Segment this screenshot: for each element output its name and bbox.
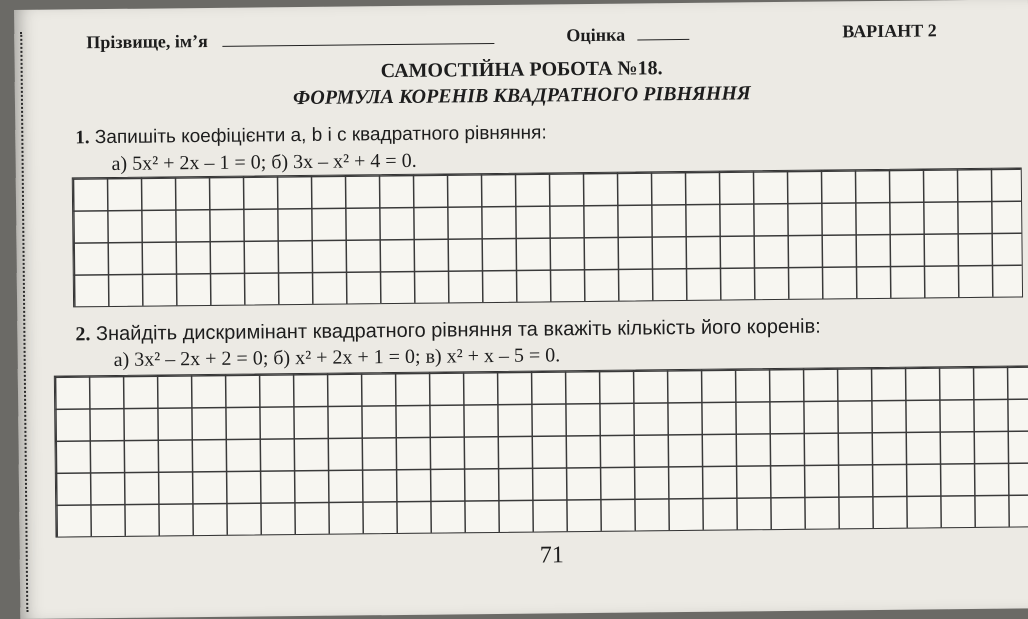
worksheet-title: САМОСТІЙНА РОБОТА №18. <box>380 57 663 83</box>
task1-heading <box>75 122 547 149</box>
task2-number: 2. <box>75 323 91 346</box>
grade-blank-line[interactable] <box>638 23 690 41</box>
grade-field <box>566 23 690 46</box>
task2-equations: а) 3x² – 2x + 2 = 0; б) x² + 2x + 1 = 0; в) x² + x – 5 = 0. <box>113 344 561 371</box>
task2-answer-grid[interactable] <box>54 365 1028 537</box>
perforation-edge <box>20 32 28 612</box>
task1-number: 1. <box>75 127 90 149</box>
task1-text: Запишіть коефіцієнти a, b і c квадратного рівняння: <box>94 122 547 149</box>
worksheet-subtitle: ФОРМУЛА КОРЕНІВ КВАДРАТНОГО РІВНЯННЯ <box>292 82 751 110</box>
worksheet-page <box>14 0 1028 619</box>
task1-equations: а) 5x² + 2x – 1 = 0; б) 3x – x² + 4 = 0. <box>111 149 417 175</box>
name-field <box>86 27 494 53</box>
grade-label: Оцінка <box>566 24 626 46</box>
task2-heading <box>75 316 821 347</box>
variant-label: ВАРІАНТ 2 <box>842 20 937 42</box>
name-label: Прізвище, ім’я <box>86 30 208 53</box>
name-blank-line[interactable] <box>222 27 494 47</box>
task2-text: Знайдіть дискримінант квадратного рівняння та вкажіть кількість його коренів: <box>95 315 821 346</box>
task1-answer-grid[interactable] <box>72 167 1023 307</box>
page-number: 71 <box>539 542 564 569</box>
